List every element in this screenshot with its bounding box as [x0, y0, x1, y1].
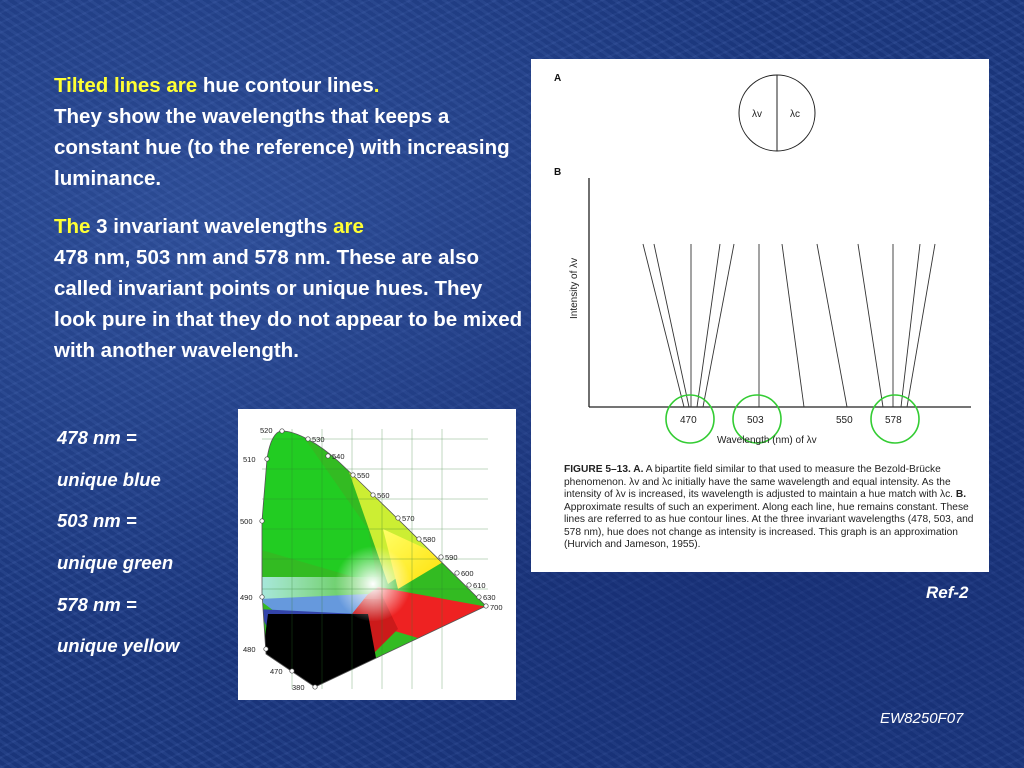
- para2-span4: 478 nm, 503 nm and 578 nm. These are also called invariant points or unique hues. They look pure in that they do not appear to be mixed with another wavelength.: [54, 246, 523, 362]
- tick-label: 550: [836, 415, 853, 426]
- list-item: unique green: [57, 552, 174, 574]
- lambda-c-label: λc: [790, 109, 800, 120]
- para1-span1: Tilted lines are: [54, 74, 198, 97]
- tick-label: 578: [885, 415, 902, 426]
- para1-span2: hue contour lines: [197, 74, 374, 97]
- figure-label-a: A: [554, 73, 562, 84]
- cie-label: 610: [473, 581, 486, 590]
- list-item: 478 nm =: [57, 427, 137, 448]
- para1-span3: .: [373, 74, 380, 97]
- cie-label: 550: [357, 471, 370, 480]
- caption-b: B.: [955, 489, 967, 500]
- cie-label: 560: [377, 491, 390, 500]
- cie-label: 510: [243, 455, 256, 464]
- cie-label: 470: [270, 667, 283, 676]
- caption-text-2: Approximate results of such an experiment. Along each line, hue remains constant. These lines are referred to as hue contour lines. At the three invariant wavelengths (478, 503, and 578 nm), hue does not change as intensity is increased. This graph is an approximation (Hurvich and Jameson, 1955).: [564, 501, 974, 550]
- list-item: unique blue: [57, 468, 161, 490]
- para2-span1: The: [54, 215, 91, 238]
- figure-caption: [564, 464, 976, 552]
- lambda-v-label: λv: [752, 109, 762, 120]
- cie-label: 600: [461, 569, 474, 578]
- caption-head: FIGURE 5–13. A.: [564, 464, 644, 475]
- para1-span4: They show the wavelengths that keeps a constant hue (to the reference) with increasing luminance.: [54, 105, 510, 190]
- tick-label: 503: [747, 415, 764, 426]
- cie-label: 520: [260, 426, 273, 435]
- cie-label: 700: [490, 603, 503, 612]
- cie-label: 380: [292, 683, 305, 692]
- slide-code: EW8250F07: [880, 710, 964, 727]
- cie-label: 480: [243, 645, 256, 654]
- cie-label: 540: [332, 452, 345, 461]
- y-axis-label: Intensity of λv: [569, 257, 580, 319]
- list-item: 578 nm =: [57, 593, 137, 615]
- tick-label: 470: [680, 415, 697, 426]
- cie-label: 490: [240, 593, 253, 602]
- figure-5-13: [531, 59, 989, 572]
- caption-text: A bipartite field similar to that used to measure the Bezold-Brücke phenomenon. λv and λc initially have the same wavelength and equal intensity. As the intensity of λv is increased, its wavelength is adjusted to maintain a hue match with λc.: [564, 464, 956, 500]
- figure-label-b: B: [554, 167, 562, 178]
- cie-label: 580: [423, 535, 436, 544]
- para2-span2: 3 invariant wavelengths: [90, 215, 328, 238]
- hue-contour-lines: [643, 244, 935, 407]
- unique-hues-list: [57, 428, 232, 678]
- cie-diagram-svg: [238, 409, 516, 700]
- hue-contour-paragraph: [54, 70, 524, 194]
- cie-label: 570: [402, 514, 415, 523]
- invariant-wavelengths-paragraph: [54, 211, 524, 366]
- cie-label: 630: [483, 593, 496, 602]
- cie-label: 500: [240, 517, 253, 526]
- cie-color-fill: [238, 409, 516, 700]
- cie-label: 590: [445, 553, 458, 562]
- x-axis-label: Wavelength (nm) of λv: [717, 435, 817, 446]
- hue-contour-figure-svg: [531, 59, 989, 459]
- list-item: unique yellow: [57, 635, 180, 657]
- reference-label: Ref-2: [926, 583, 969, 602]
- para2-span3: are: [327, 215, 364, 238]
- cie-label: 530: [312, 435, 325, 444]
- cie-chromaticity-diagram: [238, 409, 516, 700]
- list-item: 503 nm =: [57, 510, 137, 532]
